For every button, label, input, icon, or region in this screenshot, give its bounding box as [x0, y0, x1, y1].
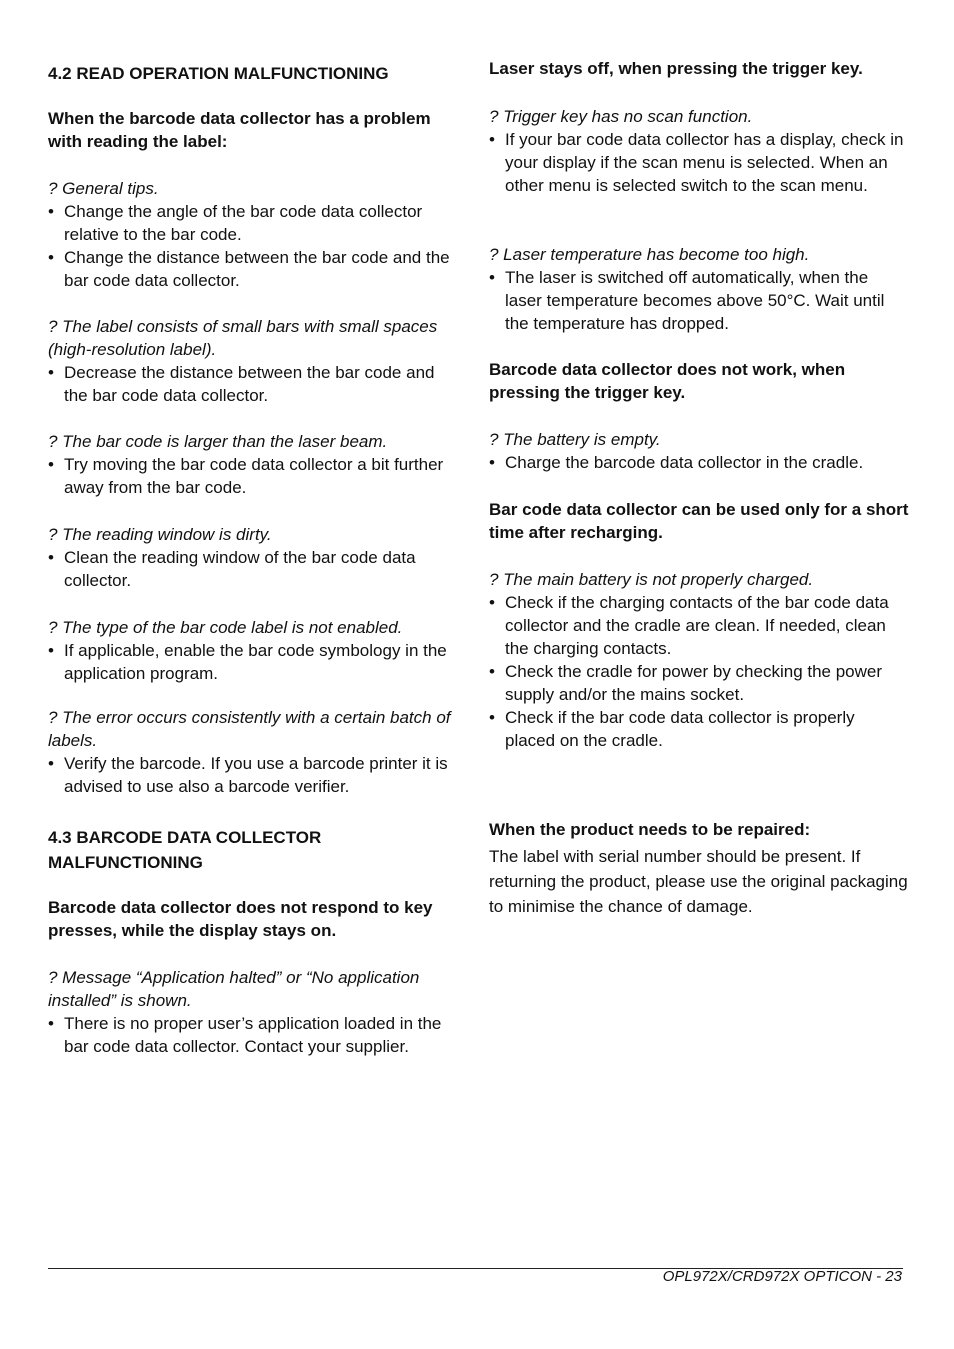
question-window-dirty: ? The reading window is dirty.	[48, 525, 272, 544]
list-application-halted	[48, 1012, 458, 1058]
heading-short-time: Bar code data collector can be used only for a short time after recharging.	[489, 500, 909, 542]
list-item: • Charge the barcode data collector in the cradle.	[489, 451, 909, 474]
question-battery-empty: ? The battery is empty.	[489, 430, 661, 449]
question-batch-error: ? The error occurs consistently with a certain batch of labels.	[48, 708, 451, 750]
section-heading-4-3: 4.3 BARCODE DATA COLLECTOR MALFUNCTIONING	[48, 828, 322, 872]
list-item: • Decrease the distance between the bar code and the bar code data collector.	[48, 361, 458, 407]
question-high-resolution: ? The label consists of small bars with small spaces (high-resolution label).	[48, 317, 438, 359]
list-laser-temperature	[489, 266, 909, 335]
heading-no-key-response: Barcode data collector does not respond to key presses, while the display stays on.	[48, 898, 433, 940]
question-battery-not-charged: ? The main battery is not properly charged.	[489, 570, 814, 589]
list-general-tips	[48, 200, 458, 292]
question-larger-than-beam: ? The bar code is larger than the laser beam.	[48, 432, 388, 451]
list-window-dirty	[48, 546, 458, 592]
list-item: • If applicable, enable the bar code symbology in the application program.	[48, 639, 458, 685]
list-item: • There is no proper user’s application loaded in the bar code data collector. Contact your supplier.	[48, 1012, 458, 1058]
question-general-tips: ? General tips.	[48, 179, 159, 198]
question-laser-temperature: ? Laser temperature has become too high.	[489, 245, 810, 264]
list-item: • Try moving the bar code data collector a bit further away from the bar code.	[48, 453, 458, 499]
list-high-resolution	[48, 361, 458, 407]
list-item: • Change the distance between the bar code and the bar code data collector.	[48, 246, 458, 292]
list-trigger-key	[489, 128, 909, 197]
repair-paragraph: The label with serial number should be present. If returning the product, please use the original packaging to minimise the chance of damage.	[489, 847, 908, 916]
list-item: • The laser is switched off automatically, when the laser temperature becomes above 50°C. Wait until the temperature has dropped.	[489, 266, 909, 335]
page-footer: OPL972X/CRD972X OPTICON - 23	[662, 1268, 902, 1285]
list-larger-than-beam	[48, 453, 458, 499]
intro-heading: When the barcode data collector has a problem with reading the label:	[48, 109, 431, 151]
list-battery-empty	[489, 451, 909, 474]
list-item: • Verify the barcode. If you use a barcode printer it is advised to use also a barcode verifier.	[48, 752, 458, 798]
list-item: • Check if the bar code data collector is properly placed on the cradle.	[489, 706, 909, 752]
question-type-not-enabled: ? The type of the bar code label is not enabled.	[48, 618, 403, 637]
list-item: • Check if the charging contacts of the bar code data collector and the cradle are clean. If needed, clean the charging contacts.	[489, 591, 909, 660]
list-item: • Check the cradle for power by checking the power supply and/or the mains socket.	[489, 660, 909, 706]
list-item: • Change the angle of the bar code data collector relative to the bar code.	[48, 200, 458, 246]
list-item: • If your bar code data collector has a display, check in your display if the scan menu is selected. When an other menu is selected switch to the scan menu.	[489, 128, 909, 197]
question-trigger-key: ? Trigger key has no scan function.	[489, 107, 753, 126]
list-battery-not-charged	[489, 591, 909, 752]
heading-repair: When the product needs to be repaired:	[489, 820, 811, 839]
list-type-not-enabled	[48, 639, 458, 685]
heading-does-not-work: Barcode data collector does not work, when pressing the trigger key.	[489, 360, 846, 402]
list-item: • Clean the reading window of the bar code data collector.	[48, 546, 458, 592]
list-batch-error	[48, 752, 458, 798]
heading-laser-off: Laser stays off, when pressing the trigger key.	[489, 59, 863, 78]
question-application-halted: ? Message “Application halted” or “No application installed” is shown.	[48, 968, 420, 1010]
section-heading-4-2: 4.2 READ OPERATION MALFUNCTIONING	[48, 64, 389, 83]
